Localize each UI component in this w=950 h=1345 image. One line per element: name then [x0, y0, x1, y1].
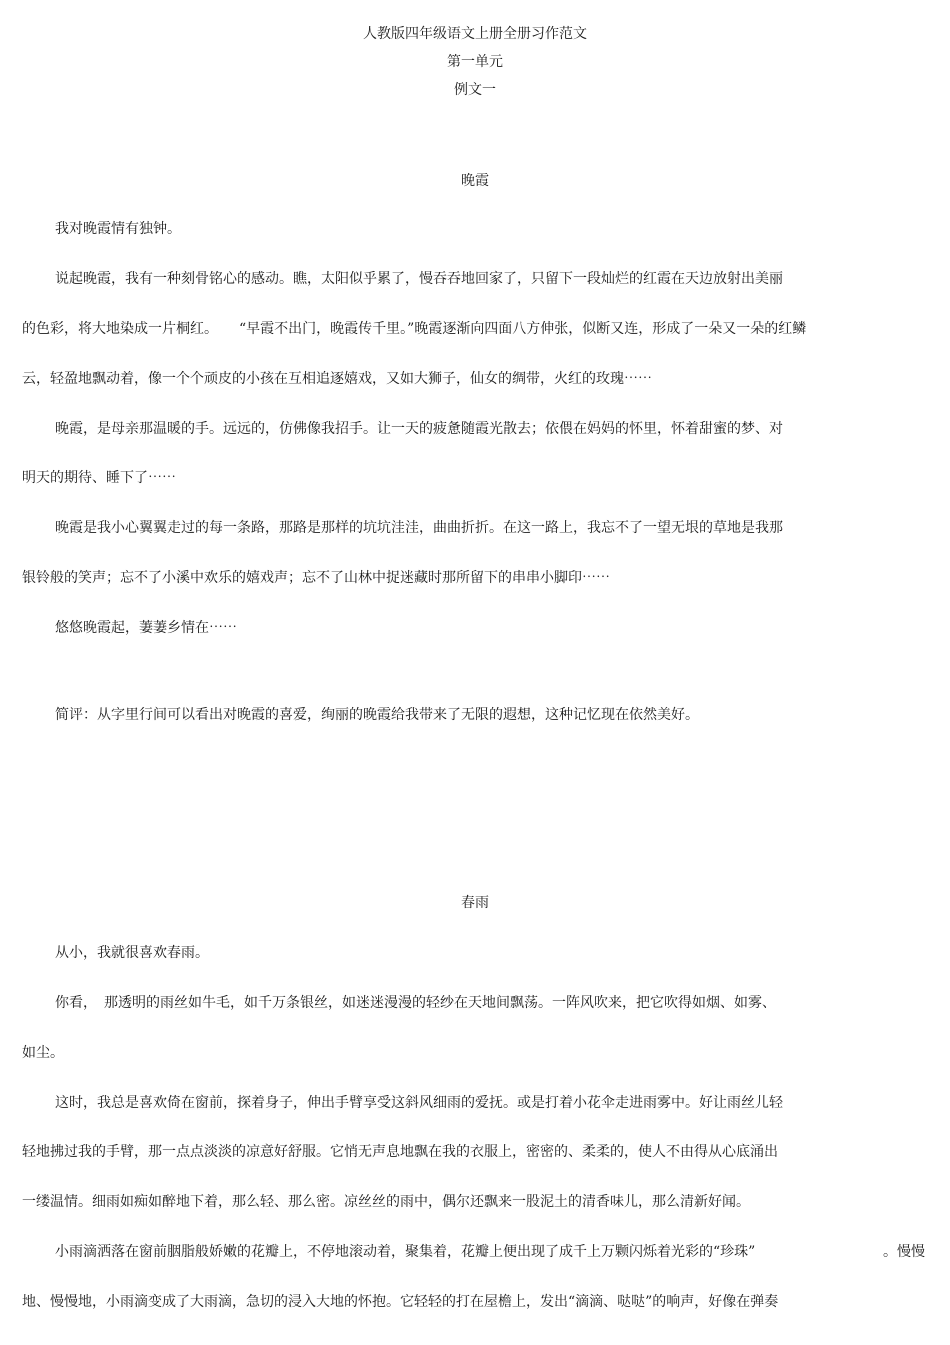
paragraph-line: 的色彩，将大地染成一片桐红。 “早霞不出门，晚霞传千里。”晚霞逐渐向四面八方伸张，似断又连，形成了一朵又一朵的红鳞 [22, 321, 807, 337]
paragraph-line: 小雨滴洒落在窗前胭脂般娇嫩的花瓣上，不停地滚动着，聚集着，花瓣上便出现了成千上万颗闪烁着光彩的“珍珠” [55, 1244, 756, 1260]
essay-title-chunyu: 春雨 [461, 895, 489, 911]
paragraph-line: 说起晚霞，我有一种刻骨铭心的感动。瞧，太阳似乎累了，慢吞吞地回家了，只留下一段灿烂的红霞在天边放射出美丽 [55, 271, 783, 287]
paragraph-line: 晚霞是我小心翼翼走过的每一条路，那路是那样的坑坑洼洼，曲曲折折。在这一路上，我忘不了一望无垠的草地是我那 [55, 520, 783, 536]
paragraph-line: 一缕温情。细雨如痴如醉地下着，那么轻、那么密。凉丝丝的雨中，偶尔还飘来一股泥土的清香味儿，那么清新好闻。 [22, 1194, 750, 1210]
paragraph-line-tail: 。慢慢 [883, 1244, 925, 1260]
paragraph-line: 从小，我就很喜欢春雨。 [55, 945, 209, 961]
paragraph-line: 轻地拂过我的手臂，那一点点淡淡的凉意好舒服。它悄无声息地飘在我的衣服上，密密的、柔柔的，使人不由得从心底涌出 [22, 1144, 778, 1160]
paragraph-line: 地、慢慢地，小雨滴变成了大雨滴，急切的浸入大地的怀抱。它轻轻的打在屋檐上，发出“滴滴、哒哒”的响声，好像在弹奏 [22, 1294, 779, 1310]
paragraph-line: 悠悠晚霞起，萋萋乡情在⋯⋯ [55, 620, 237, 636]
unit-heading: 第一单元 [447, 54, 503, 70]
paragraph-line: 这时，我总是喜欢倚在窗前，探着身子，伸出手臂享受这斜风细雨的爱抚。或是打着小花伞走进雨雾中。好让雨丝儿轻 [55, 1095, 783, 1111]
paragraph-line: 我对晚霞情有独钟。 [55, 221, 181, 237]
paragraph-line: 云，轻盈地飘动着，像一个个顽皮的小孩在互相追逐嬉戏，又如大狮子，仙女的绸带，火红的玫瑰⋯⋯ [22, 371, 652, 387]
paragraph-line: 如尘。 [22, 1045, 64, 1061]
essay-title-wanxia: 晚霞 [461, 173, 489, 189]
document-title: 人教版四年级语文上册全册习作范文 [363, 26, 587, 42]
paragraph-line: 明天的期待、睡下了⋯⋯ [22, 470, 176, 486]
paragraph-line: 晚霞，是母亲那温暖的手。远远的，仿佛像我招手。让一天的疲惫随霞光散去；依偎在妈妈的怀里，怀着甜蜜的梦、对 [55, 421, 783, 437]
paragraph-line: 你看， 那透明的雨丝如牛毛，如千万条银丝，如迷迷漫漫的轻纱在天地间飘荡。一阵风吹来，把它吹得如烟、如雾、 [55, 995, 776, 1011]
example-heading: 例文一 [454, 82, 496, 98]
review-comment: 简评：从字里行间可以看出对晚霞的喜爱，绚丽的晚霞给我带来了无限的遐想，这种记忆现在依然美好。 [55, 707, 699, 723]
paragraph-line: 银铃般的笑声；忘不了小溪中欢乐的嬉戏声；忘不了山林中捉迷藏时那所留下的串串小脚印⋯⋯ [22, 570, 610, 586]
